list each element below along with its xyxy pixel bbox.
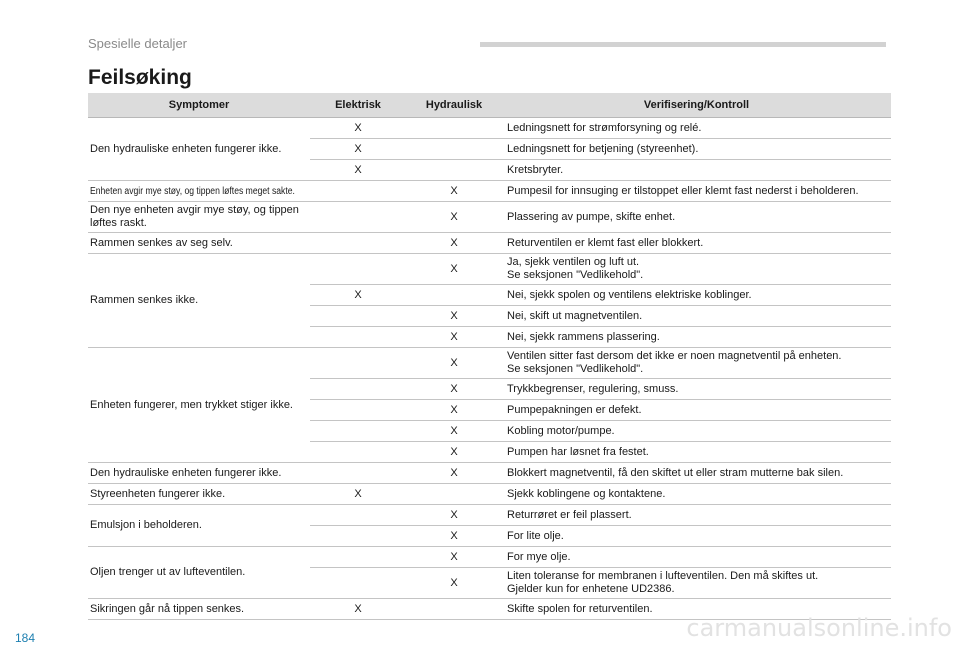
verification-cell: [502, 233, 891, 254]
symptom-text: Emulsjon i beholderen.: [90, 519, 202, 531]
verification-cell: [502, 327, 891, 348]
verification-cell: [502, 400, 891, 421]
hydraulic-mark: [406, 139, 502, 160]
symptom-cell: [88, 181, 310, 202]
hydraulic-mark: X: [406, 233, 502, 254]
table-row: [88, 233, 891, 254]
verification-cell: [502, 202, 891, 233]
verification-cell: [502, 526, 891, 547]
verification-line: Kobling motor/pumpe.: [507, 424, 615, 437]
symptom-cell: [88, 484, 310, 505]
electrical-mark: [310, 463, 406, 484]
verification-line: Liten toleranse for membranen i lufteventilen. Den må skiftes ut.: [507, 570, 819, 582]
electrical-mark: [310, 505, 406, 526]
verification-line: Ledningsnett for strømforsyning og relé.: [507, 121, 702, 134]
verification-line: For mye olje.: [507, 550, 571, 563]
verification-cell: [502, 139, 891, 160]
verification-line: Nei, sjekk spolen og ventilens elektriske koblinger.: [507, 288, 752, 301]
symptom-text: Styreenheten fungerer ikke.: [90, 487, 226, 500]
verification-cell: [502, 421, 891, 442]
verification-line: Ledningsnett for betjening (styreenhet).: [507, 142, 699, 155]
verification-line: Trykkbegrenser, regulering, smuss.: [507, 382, 679, 395]
hydraulic-mark: X: [406, 202, 502, 233]
table-header-row: [88, 93, 891, 118]
column-header-symptoms: Symptomer: [88, 93, 310, 118]
verification-line: Pumpesil for innsuging er tilstoppet eller klemt fast nederst i beholderen.: [507, 184, 859, 197]
electrical-mark: [310, 181, 406, 202]
hydraulic-mark: [406, 484, 502, 505]
electrical-mark: X: [310, 139, 406, 160]
verification-line: Nei, sjekk rammens plassering.: [507, 330, 660, 343]
electrical-mark: [310, 254, 406, 285]
hydraulic-mark: X: [406, 421, 502, 442]
verification-line: Ja, sjekk ventilen og luft ut.: [507, 256, 640, 268]
verification-cell: [502, 484, 891, 505]
symptom-text: Den hydrauliske enheten fungerer ikke.: [90, 466, 282, 479]
verification-cell: [502, 348, 891, 379]
table-row: [88, 202, 891, 233]
verification-cell: [502, 254, 891, 285]
troubleshooting-table: [88, 93, 891, 620]
hydraulic-mark: X: [406, 327, 502, 348]
electrical-mark: [310, 327, 406, 348]
verification-line: Gjelder kun for enhetene UD2386.: [507, 583, 675, 595]
verification-line: Returrøret er feil plassert.: [507, 508, 632, 521]
hydraulic-mark: X: [406, 547, 502, 568]
page-number: 184: [15, 631, 36, 645]
verification-cell: [502, 463, 891, 484]
symptom-cell: [88, 348, 310, 463]
symptom-text: Den nye enheten avgir mye støy, og tippen løftes raskt.: [90, 204, 299, 229]
symptom-cell: [88, 463, 310, 484]
hydraulic-mark: X: [406, 306, 502, 327]
hydraulic-mark: X: [406, 254, 502, 285]
electrical-mark: [310, 379, 406, 400]
verification-line: Sjekk koblingene og kontaktene.: [507, 487, 666, 500]
column-header-verification: Verifisering/Kontroll: [502, 93, 891, 118]
table-row: [88, 484, 891, 505]
electrical-mark: [310, 421, 406, 442]
electrical-mark: [310, 526, 406, 547]
electrical-mark: [310, 306, 406, 327]
hydraulic-mark: X: [406, 463, 502, 484]
electrical-mark: X: [310, 599, 406, 620]
watermark: carmanualsonline.info: [686, 614, 952, 642]
symptom-text: Rammen senkes av seg selv.: [90, 236, 233, 249]
symptom-cell: [88, 202, 310, 233]
electrical-mark: [310, 442, 406, 463]
verification-cell: [502, 547, 891, 568]
verification-line: For lite olje.: [507, 529, 564, 542]
verification-line: Nei, skift ut magnetventilen.: [507, 309, 643, 322]
table-row: [88, 254, 891, 285]
verification-cell: [502, 379, 891, 400]
table-body: [88, 118, 891, 620]
verification-line: Pumpen har løsnet fra festet.: [507, 445, 649, 458]
verification-line: Ventilen sitter fast dersom det ikke er noen magnetventil på enheten.: [507, 350, 842, 362]
verification-cell: [502, 442, 891, 463]
electrical-mark: [310, 547, 406, 568]
table-row: [88, 505, 891, 526]
hydraulic-mark: [406, 599, 502, 620]
column-header-electrical: Elektrisk: [310, 93, 406, 118]
verification-cell: [502, 181, 891, 202]
hydraulic-mark: [406, 285, 502, 306]
verification-line: Pumpepakningen er defekt.: [507, 403, 642, 416]
electrical-mark: [310, 233, 406, 254]
symptom-text: Enheten avgir mye støy, og tippen løftes meget sakte.: [90, 185, 295, 197]
table-row: [88, 181, 891, 202]
electrical-mark: [310, 568, 406, 599]
symptom-cell: [88, 547, 310, 599]
verification-cell: [502, 285, 891, 306]
electrical-mark: [310, 348, 406, 379]
header-rule: [480, 42, 886, 47]
verification-cell: [502, 118, 891, 139]
hydraulic-mark: X: [406, 181, 502, 202]
section-label: Spesielle detaljer: [88, 36, 188, 51]
table-row: [88, 547, 891, 568]
verification-cell: [502, 306, 891, 327]
column-header-hydraulic: Hydraulisk: [406, 93, 502, 118]
symptom-cell: [88, 505, 310, 547]
verification-cell: [502, 568, 891, 599]
verification-cell: [502, 505, 891, 526]
table-row: [88, 463, 891, 484]
symptom-cell: [88, 254, 310, 348]
verification-line: Plassering av pumpe, skifte enhet.: [507, 210, 676, 223]
electrical-mark: X: [310, 484, 406, 505]
electrical-mark: X: [310, 160, 406, 181]
verification-line: Skifte spolen for returventilen.: [507, 602, 653, 615]
electrical-mark: X: [310, 285, 406, 306]
verification-line: Kretsbryter.: [507, 163, 564, 176]
symptom-cell: [88, 599, 310, 620]
hydraulic-mark: X: [406, 379, 502, 400]
electrical-mark: [310, 400, 406, 421]
verification-line: Se seksjonen "Vedlikehold".: [507, 269, 644, 281]
verification-line: Blokkert magnetventil, få den skiftet ut eller stram mutterne bak silen.: [507, 466, 844, 479]
verification-line: Returventilen er klemt fast eller blokkert.: [507, 236, 704, 249]
table-row: [88, 348, 891, 379]
hydraulic-mark: [406, 118, 502, 139]
electrical-mark: [310, 202, 406, 233]
symptom-text: Enheten fungerer, men trykket stiger ikke.: [90, 398, 293, 411]
hydraulic-mark: X: [406, 442, 502, 463]
symptom-text: Den hydrauliske enheten fungerer ikke.: [90, 142, 282, 155]
symptom-text: Oljen trenger ut av lufteventilen.: [90, 566, 246, 578]
page-title: Feilsøking: [88, 66, 192, 89]
symptom-cell: [88, 233, 310, 254]
hydraulic-mark: X: [406, 526, 502, 547]
table-row: [88, 118, 891, 139]
hydraulic-mark: X: [406, 505, 502, 526]
symptom-text: Rammen senkes ikke.: [90, 294, 199, 306]
hydraulic-mark: [406, 160, 502, 181]
hydraulic-mark: X: [406, 400, 502, 421]
symptom-text: Sikringen går nå tippen senkes.: [90, 602, 245, 615]
verification-line: Se seksjonen "Vedlikehold".: [507, 363, 644, 375]
hydraulic-mark: X: [406, 348, 502, 379]
symptom-cell: [88, 118, 310, 181]
electrical-mark: X: [310, 118, 406, 139]
verification-cell: [502, 160, 891, 181]
hydraulic-mark: X: [406, 568, 502, 599]
